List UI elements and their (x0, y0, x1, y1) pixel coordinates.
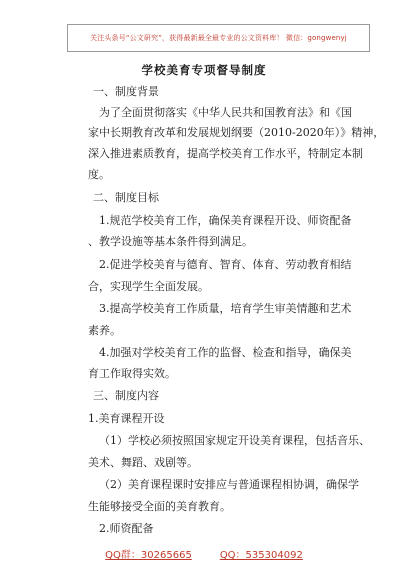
paragraph-line: 、教学设施等基本条件得到满足。 (88, 235, 253, 248)
paragraph-line: 深入推进素质教育，提高学校美育工作水平，特制定本制 (88, 147, 363, 160)
subsection-heading: 2.师资配备 (99, 522, 154, 535)
list-item: 3.提高学校美育工作质量，培育学生审美情趣和艺术 (99, 302, 352, 315)
qq-group-link[interactable]: QQ群：30265665 (105, 550, 192, 561)
header-banner: 关注头条号“公文研究”，获得最新最全最专业的公文资料库！ 微信：gongwenyj (67, 24, 370, 52)
footer-contacts (0, 546, 408, 561)
paragraph-line: 为了全面贯彻落实《中华人民共和国教育法》和《国 (99, 106, 352, 119)
paragraph-line: 家中长期教育改革和发展规划纲要（2010-2020年）》精神， (88, 126, 385, 139)
qq-link[interactable]: QQ：535304092 (219, 550, 303, 561)
section-heading-background: 一、制度背景 (93, 85, 159, 98)
paragraph-line: 生能够接受全面的美育教育。 (88, 500, 231, 513)
paragraph-line: 育工作取得实效。 (88, 367, 176, 380)
paragraph-line: 度。 (88, 168, 110, 181)
paragraph-line: 素养。 (88, 324, 121, 337)
paragraph-line: 美术、舞蹈、戏剧等。 (88, 456, 198, 469)
paragraph-line: 合，实现学生全面发展。 (88, 280, 209, 293)
list-item: 4.加强对学校美育工作的监督、检查和指导，确保美 (99, 346, 352, 359)
list-item: （1）学校必须按照国家规定开设美育课程，包括音乐、 (99, 434, 370, 447)
document-title: 学校美育专项督导制度 (141, 63, 267, 77)
list-item: 2.促进学校美育与德育、智育、体育、劳动教育相结 (99, 258, 352, 271)
section-heading-content: 三、制度内容 (93, 389, 159, 402)
list-item: （2）美育课程课时安排应与普通课程相协调，确保学 (99, 478, 359, 491)
section-heading-goals: 二、制度目标 (93, 191, 159, 204)
subsection-heading: 1.美育课程开设 (88, 412, 165, 425)
list-item: 1.规范学校美育工作，确保美育课程开设、师资配备 (99, 214, 352, 227)
